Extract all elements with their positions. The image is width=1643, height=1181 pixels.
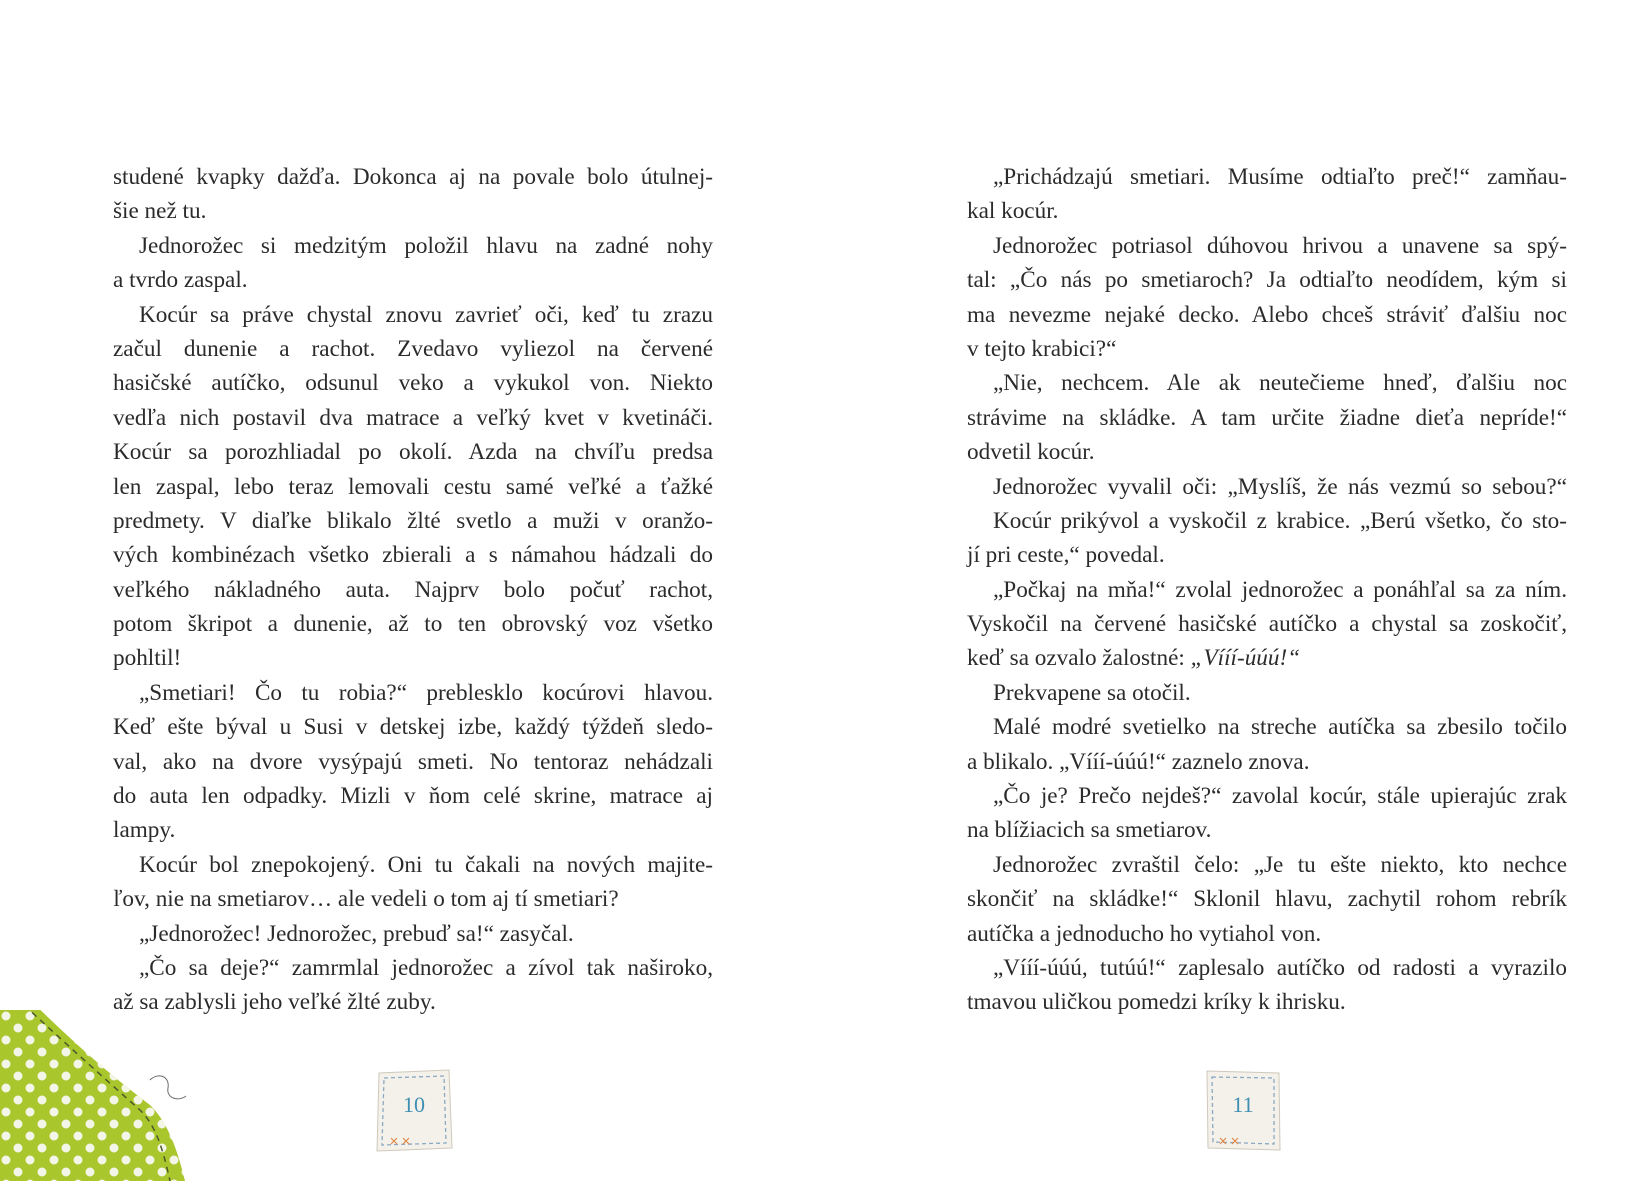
text-line: „Nie, nechcem. Ale ak neutečieme hneď, ďalšiu noc [993, 370, 1567, 397]
text-line: skončiť na skládke!“ Sklonil hlavu, zachytil rohom rebrík [967, 886, 1567, 913]
text-line: Kocúr bol znepokojený. Oni tu čakali na nových majite- [139, 851, 713, 878]
page-number: 11 [1232, 1092, 1254, 1117]
page-number-patch [373, 1068, 455, 1154]
green-fabric-corner-illustration [0, 1010, 200, 1181]
text-line: šie než tu. [113, 198, 207, 225]
text-line: hasičské autíčko, odsunul veko a vykukol von. Niekto [113, 370, 713, 397]
text-line: na blížiacich sa smetiarov. [967, 817, 1212, 844]
text-line: „Vííí-úúú, tutúú!“ zaplesalo autíčko od radosti a vyrazilo [993, 954, 1567, 981]
text-line: Jednorožec zvraštil čelo: „Je tu ešte niekto, kto nechce [993, 851, 1567, 878]
text-line-start: keď sa ozvalo žalostné: [967, 645, 1191, 672]
text-line: a blikalo. „Vííí-úúú!“ zaznelo znova. [967, 748, 1310, 775]
text-line: začul dunenie a rachot. Zvedavo vyliezol na červené [113, 335, 713, 362]
text-line: vých kombinézach všetko zbierali a s námahou hádzali do [113, 542, 713, 569]
text-line: pohltil! [113, 645, 182, 672]
text-line: Jednorožec potriasol dúhovou hrivou a unavene sa spý- [993, 232, 1567, 259]
text-line: potom škripot a dunenie, až to ten obrovský voz všetko [113, 611, 713, 638]
text-line: Prekvapene sa otočil. [993, 679, 1191, 706]
text-line: Kocúr prikývol a vyskočil z krabice. „Berú všetko, čo sto- [993, 507, 1567, 534]
text-line: odvetil kocúr. [967, 439, 1095, 466]
text-line: „Čo je? Prečo nejdeš?“ zavolal kocúr, stále upierajúc zrak [993, 783, 1567, 810]
text-line: Kocúr sa práve chystal znovu zavrieť oči, keď tu zrazu [139, 301, 713, 328]
right-page-text [967, 160, 1567, 1020]
text-line: a tvrdo zaspal. [113, 267, 248, 294]
text-line: vedľa nich postavil dva matrace a veľký kvet v kvetináči. [113, 404, 713, 431]
left-page-text [113, 160, 713, 1020]
text-line [967, 641, 1567, 675]
text-line: ľov, nie na smetiarov… ale vedeli o tom aj tí smetiari? [113, 886, 619, 913]
text-line: ma nevezme nejaké decko. Alebo chceš stráviť ďalšiu noc [967, 301, 1567, 328]
text-line: Jednorožec vyvalil oči: „Myslíš, že nás vezmú so sebou?“ [993, 473, 1567, 500]
text-line: tmavou uličkou pomedzi kríky k ihrisku. [967, 989, 1346, 1016]
text-line: lampy. [113, 817, 176, 844]
text-line: v tejto krabici?“ [967, 335, 1117, 362]
text-line: Keď ešte býval u Susi v detskej izbe, každý týždeň sledo- [113, 714, 713, 741]
text-line: „Jednorožec! Jednorožec, prebuď sa!“ zasyčal. [139, 920, 574, 947]
text-line: predmety. V diaľke blikalo žlté svetlo a muži v oranžo- [113, 507, 713, 534]
text-line: veľkého nákladného auta. Najprv bolo počuť rachot, [113, 576, 713, 603]
right-page [820, 0, 1643, 1181]
text-line: autíčka a jednoducho ho vytiahol von. [967, 920, 1322, 947]
siren-sound-italic: „Vííí-úúú!“ [1190, 645, 1301, 672]
text-line: „Prichádzajú smetiari. Musíme odtiaľto preč!“ zamňau- [993, 164, 1567, 190]
text-line: jí pri ceste,“ povedal. [967, 542, 1165, 569]
text-line: až sa zablysli jeho veľké žlté zuby. [113, 989, 436, 1016]
text-line: Jednorožec si medzitým položil hlavu na zadné nohy [139, 232, 713, 259]
text-line: „Smetiari! Čo tu robia?“ preblesklo kocúrovi hlavou. [139, 679, 713, 706]
text-line: Kocúr sa porozhliadal po okolí. Azda na chvíľu predsa [113, 439, 713, 466]
text-line: tal: „Čo nás po smetiaroch? Ja odtiaľto neodídem, kým si [967, 267, 1567, 294]
text-line: studené kvapky dažďa. Dokonca aj na povale bolo útulnej- [113, 164, 713, 190]
left-page [0, 0, 820, 1181]
text-line: „Počkaj na mňa!“ zvolal jednorožec a ponáhľal sa za ním. [993, 576, 1567, 603]
page-number-patch [1202, 1068, 1284, 1154]
text-line: strávime na skládke. A tam určite žiadne dieťa nepríde!“ [967, 404, 1567, 431]
text-line: kal kocúr. [967, 198, 1059, 225]
page-number: 10 [403, 1092, 425, 1117]
text-line: Malé modré svetielko na streche autíčka sa zbesilo točilo [993, 714, 1567, 741]
text-line: len zaspal, lebo teraz lemovali cestu samé veľké a ťažké [113, 473, 713, 500]
text-line: val, ako na dvore vysýpajú smeti. No tentoraz nehádzali [113, 748, 713, 775]
text-line: „Čo sa deje?“ zamrmlal jednorožec a zívol tak naširoko, [139, 954, 713, 981]
text-line: Vyskočil na červené hasičské autíčko a chystal sa zoskočiť, [967, 611, 1567, 638]
text-line: do auta len odpadky. Mizli v ňom celé skrine, matrace aj [113, 783, 713, 810]
